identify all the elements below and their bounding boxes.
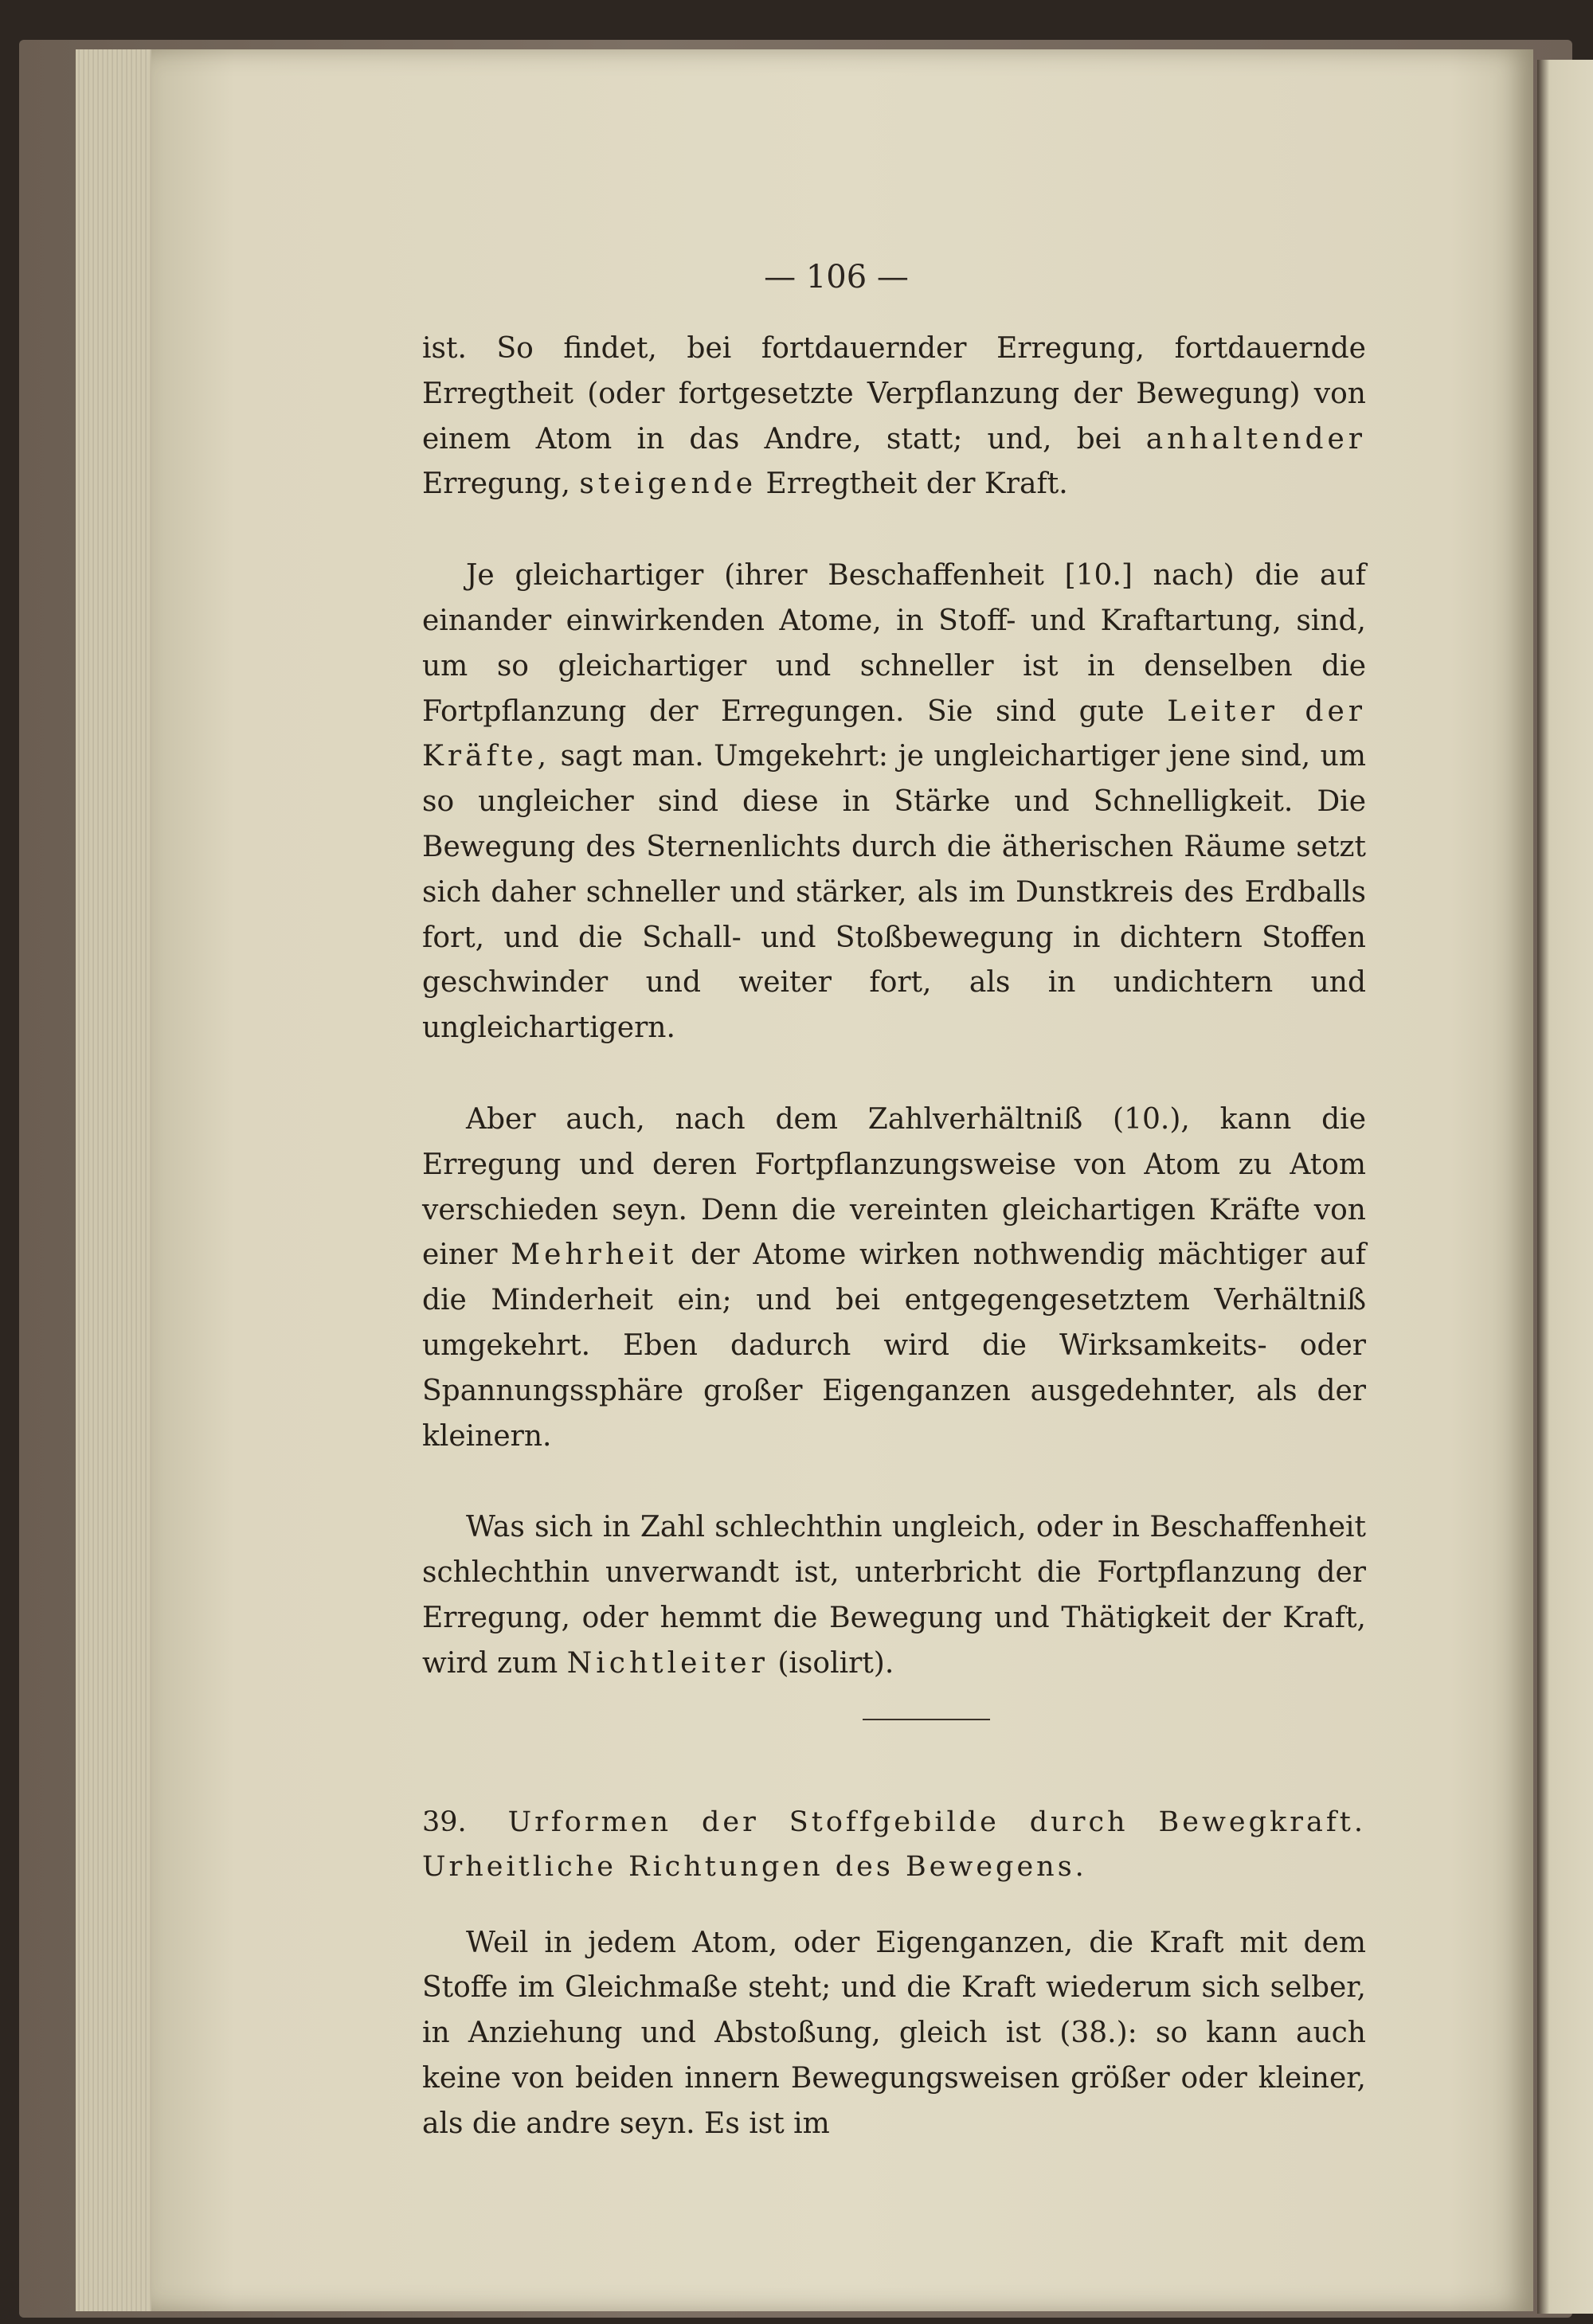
p4-text-b: (isolirt). bbox=[777, 1646, 894, 1680]
p2-text-b: sagt man. Umgekehrt: je ungleichartiger jene sind, um so ungleicher sind diese in Stärke und Schnelligkeit. Die Bewegung des Sternenlichts durch die ätherischen Räume setzt sich daher schneller und stärker, als im Dunstkreis des Erdballs fort, und die Schall- und Stoßbewegung in dichtern Stoffen geschwinder und weiter fort, als in undichtern und ungleichartigern. bbox=[422, 740, 1366, 1045]
paragraph-5: Weil in jedem Atom, oder Eigenganzen, die Kraft mit dem Stoffe im Gleichmaße steht; und die Kraft wiederum sich selber, in Anziehung und Abstoßung, gleich ist (38.): so kann auch keine von beiden innern Bewegungsweisen größer oder kleiner, als die andre seyn. Es ist im bbox=[422, 1926, 1366, 2140]
p4-text-a: Was sich in Zahl schlechthin ungleich, oder in Beschaffenheit schlechthin unverwandt ist, unterbricht die Fortpflanzung der Erregung, oder hemmt die Bewegung und Thätigkeit der Kraft, wird zum bbox=[422, 1511, 1366, 1680]
p3-text-a: Aber auch, nach dem Zahlverhältniß (10.), kann die Erregung und deren Fortpflanzungsweise von Atom zu Atom verschieden seyn. Denn die vereinten gleichartigen Kräfte von einer bbox=[422, 1102, 1366, 1272]
p4-spaced: Nichtleiter bbox=[566, 1646, 769, 1680]
p3-text-b: der Atome wirken nothwendig mächtiger auf die Minderheit ein; und bei entgegengesetztem Verhältniß umgekehrt. Eben dadurch wird die Wirksamkeits- oder Spannungssphäre großer Eigenganzen ausgedehnter, als der kleinern. bbox=[422, 1238, 1366, 1453]
p3-spaced: Mehrheit bbox=[511, 1238, 678, 1272]
section-heading bbox=[422, 1800, 1366, 1889]
page-edges bbox=[76, 49, 163, 2311]
p1-mid: Erregung, bbox=[422, 468, 570, 501]
facing-page-edge bbox=[1537, 60, 1593, 2314]
page-number: — 106 — bbox=[764, 259, 909, 295]
paragraph-gap bbox=[422, 1459, 1366, 1505]
paragraph-3 bbox=[422, 1097, 1366, 1459]
p1-text: ist. So findet, bei fortdauernder Erregung, fortdauernde Erregtheit (oder fortgesetzte Verpflanzung der Bewegung) von einem Atom in das Andre, statt; und, bei bbox=[422, 332, 1366, 456]
section-title: Urformen der Stoffgebilde durch Bewegkraft. Urheitliche Richtungen des Bewegens. bbox=[422, 1806, 1366, 1883]
p1-spaced-2: steigende bbox=[579, 468, 757, 501]
p2-spaced: Leiter der Kräfte, bbox=[422, 694, 1366, 773]
rule-gap bbox=[422, 1687, 1366, 1719]
paragraph-gap bbox=[422, 507, 1366, 554]
paragraph-4 bbox=[422, 1505, 1366, 1686]
paragraph-gap bbox=[422, 1889, 1366, 1921]
paragraph-2 bbox=[422, 554, 1366, 1051]
paragraph-1 bbox=[422, 327, 1366, 507]
section-number: 39. bbox=[422, 1806, 467, 1838]
page-body bbox=[422, 327, 1366, 2147]
p1-end: Erregtheit der Kraft. bbox=[765, 468, 1068, 501]
section-divider bbox=[863, 1719, 990, 1720]
rule-gap bbox=[422, 1720, 1366, 1800]
paragraph-gap bbox=[422, 1051, 1366, 1097]
p1-spaced-1: anhaltender bbox=[1145, 422, 1367, 456]
p2-text-a: Je gleichartiger (ihrer Beschaffenheit [10.] nach) die auf einander einwirkenden Atome, in Stoff- und Kraftartung, sind, um so gleichartiger und schneller ist in denselben die Fortpflanzung der Erregungen. Sie sind gute bbox=[422, 559, 1366, 728]
